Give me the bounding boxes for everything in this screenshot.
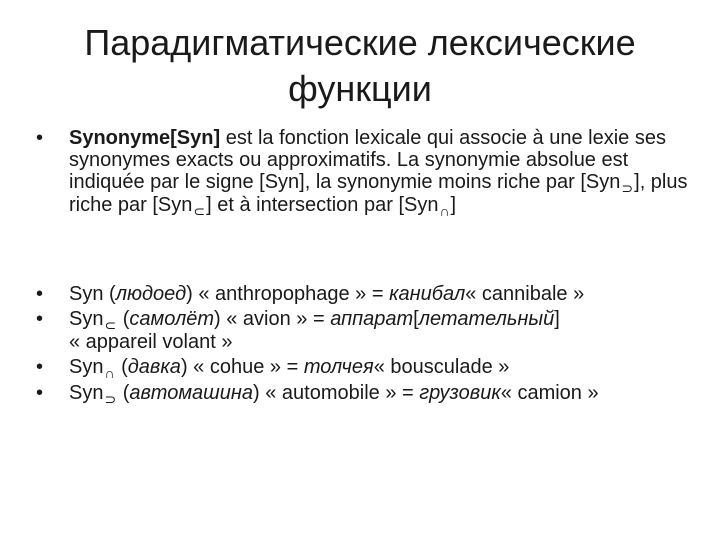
subset-symbol: ⊂ bbox=[104, 317, 117, 333]
example-ru-word: давка bbox=[127, 356, 181, 378]
examples-list bbox=[36, 283, 696, 408]
example-fn: Syn bbox=[69, 283, 104, 305]
example-item: • Syn$_⊃$ (автомашина) « automobile » = грузовик« camion » bbox=[36, 382, 599, 407]
example-fr-synonym: « bousculade » bbox=[373, 356, 510, 378]
example-fr-word: « anthropophage » bbox=[198, 283, 367, 305]
example-ru-synonym: толчея bbox=[303, 356, 374, 378]
example-fr-synonym: « camion » bbox=[500, 382, 599, 404]
example-fr-synonym: « appareil volant » bbox=[69, 331, 233, 353]
subset-symbol: ⊂ bbox=[193, 203, 206, 219]
superset-symbol: ⊃ bbox=[104, 391, 117, 407]
example-fr-synonym: « cannibale » bbox=[465, 283, 585, 305]
example-ru-synonym: канибал bbox=[389, 283, 466, 305]
example-fn: Syn bbox=[69, 382, 104, 404]
example-equals: = bbox=[366, 283, 390, 305]
example-fn: Syn bbox=[69, 308, 104, 330]
example-item: • Syn$_\cap$ (давка) « cohue » = толчея« bousculade » bbox=[36, 356, 510, 381]
definition-text-2: ], plus riche par [Syn bbox=[69, 171, 688, 216]
intersection-symbol: ∩ bbox=[104, 365, 115, 381]
bullet-icon: • bbox=[36, 308, 44, 330]
example-item: • Syn$_\subset$ (самолёт) « avion » = аппарат[летательный] « appareil volant » bbox=[36, 308, 560, 353]
example-ru-word: людоед bbox=[115, 283, 187, 305]
definition-text-1: est la fonction lexicale qui associe à une lexie ses synonymes exacts ou approximatifs. La synonymie absolue est indiquée par le signe [Syn], la synonymie moins riche par [Syn bbox=[69, 127, 666, 193]
definition-text-3: ] et à intersection par [Syn bbox=[206, 194, 439, 216]
title-line-2: функции bbox=[288, 68, 432, 109]
bullet-icon: • bbox=[36, 283, 44, 305]
example-equals: = bbox=[307, 308, 331, 330]
example-ru-word: автомашина bbox=[129, 382, 254, 404]
example-equals: = bbox=[281, 356, 304, 378]
example-equals: = bbox=[396, 382, 420, 404]
superset-symbol: ⊃ bbox=[621, 180, 634, 196]
title-line-1: Парадигматические лексические bbox=[84, 22, 636, 63]
example-item: • Syn (людоед) « anthropophage » = канибал« cannibale » bbox=[36, 283, 585, 305]
bullet-icon: • bbox=[36, 127, 44, 149]
definition-text-4: ] bbox=[450, 194, 457, 216]
example-ru-modifier: летательный bbox=[418, 308, 555, 330]
example-fr-word: « avion » bbox=[226, 308, 308, 330]
bullet-icon: • bbox=[36, 356, 44, 378]
bullet-icon: • bbox=[36, 382, 44, 404]
example-ru-synonym: аппарат bbox=[330, 308, 414, 330]
example-fr-word: « cohue » bbox=[193, 356, 282, 378]
slide-title bbox=[40, 20, 680, 112]
definition-term: Synonyme[Syn] bbox=[69, 127, 221, 149]
intersection-symbol: ∩ bbox=[439, 203, 450, 219]
definition-item bbox=[36, 127, 696, 217]
example-ru-word: самолёт bbox=[129, 308, 215, 330]
example-fr-word: « automobile » bbox=[265, 382, 397, 404]
example-ru-synonym: грузовик bbox=[419, 382, 501, 404]
definition-list bbox=[36, 127, 696, 220]
example-fn: Syn bbox=[69, 356, 104, 378]
